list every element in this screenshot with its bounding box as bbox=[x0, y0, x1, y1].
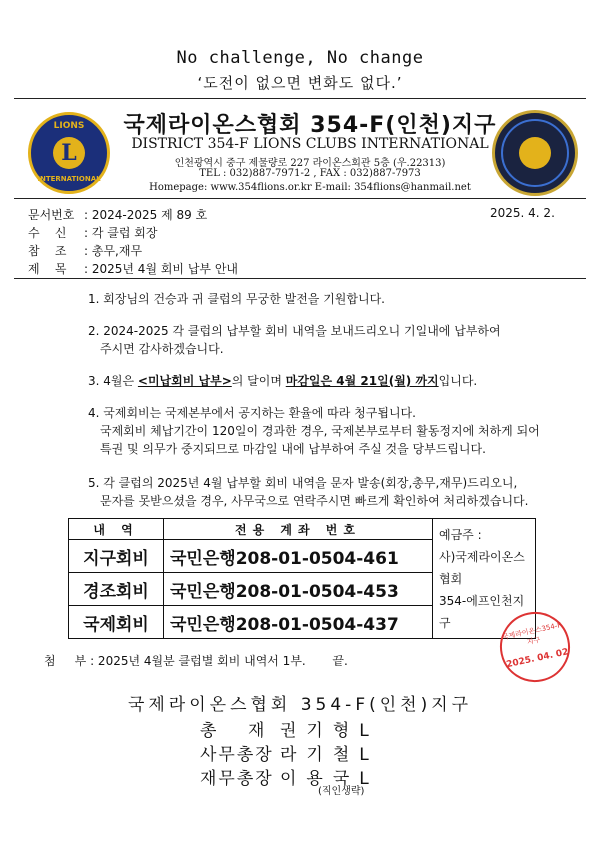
signature-role: 총 재 bbox=[200, 721, 267, 741]
subject-row bbox=[28, 260, 238, 277]
doc-number-value: : 2024-2025 제 89 호 bbox=[84, 208, 208, 222]
reference-value: : 총무,재무 bbox=[84, 244, 143, 258]
paragraph-5-line-2: 문자를 못받으셨을 경우, 사무국으로 연락주시면 빠르게 확인하여 처리하겠습니다. bbox=[100, 494, 529, 508]
signature-name: 권기형L bbox=[280, 721, 379, 741]
meta-divider bbox=[14, 278, 586, 279]
recipient-value: : 각 클럽 회장 bbox=[84, 226, 158, 240]
paragraph-4-line-1: 4. 국제회비는 국제본부에서 공지하는 환율에 따라 청구됩니다. bbox=[88, 406, 416, 420]
holder-name-line1: 사)국제라이온스협회 bbox=[439, 549, 525, 586]
paragraph-2-line-2: 주시면 감사하겠습니다. bbox=[100, 342, 224, 356]
logo-letter: L bbox=[53, 137, 85, 169]
subject-label: 제 목 bbox=[28, 262, 67, 276]
signature-row bbox=[200, 740, 460, 765]
signature-row bbox=[200, 716, 460, 741]
account-number: 국민은행208-01-0504-437 bbox=[164, 606, 433, 639]
p3-pre: 3. 4월은 bbox=[88, 374, 138, 388]
org-address: 인천광역시 중구 제물량로 227 라이온스회관 5층 (우.22313) bbox=[174, 158, 446, 169]
signature-name: 이용국L bbox=[280, 769, 379, 789]
account-table bbox=[68, 518, 536, 639]
reference-row bbox=[28, 242, 142, 259]
motto-korean: ‘도전이 없으면 변화도 없다.’ bbox=[197, 74, 403, 92]
recipient-label: 수 신 bbox=[28, 226, 67, 240]
motto-english: No challenge, No change bbox=[176, 48, 424, 68]
doc-number-row bbox=[28, 206, 207, 223]
doc-date: 2025. 4. 2. bbox=[490, 206, 555, 220]
org-phone-fax: TEL : 032)887-7971-2 , FAX : 032)887-7973 bbox=[199, 168, 421, 179]
account-item: 지구회비 bbox=[69, 540, 164, 573]
reference-label: 참 조 bbox=[28, 244, 67, 258]
paragraph-5-line-1: 5. 각 클럽의 2025년 4월 납부할 회비 내역을 문자 발송(회장,총무,재무)드리오니, bbox=[88, 476, 518, 490]
paragraph-1: 1. 회장님의 건승과 귀 클럽의 무궁한 발전을 기원합니다. bbox=[88, 292, 385, 306]
signature-role: 사무총장 bbox=[200, 745, 274, 765]
header-divider-bottom bbox=[14, 198, 586, 199]
header-divider-top bbox=[14, 98, 586, 99]
p3-deadline: 마감일은 4월 21일(월) 까지 bbox=[285, 374, 439, 388]
paragraph-3 bbox=[88, 372, 568, 390]
p3-unpaid-highlight: <미납회비 납부> bbox=[137, 374, 232, 388]
holder-name-line2: 354-에프인천지구 bbox=[439, 593, 525, 630]
logo-text-bottom: INTERNATIONAL bbox=[37, 175, 101, 183]
paragraph-4-line-2: 국제회비 체납기간이 120일이 경과한 경우, 국제본부로부터 활동정지에 처하게 되어 bbox=[100, 424, 540, 438]
lions-district-logo-right bbox=[492, 110, 578, 196]
signature-role: 재무총장 bbox=[200, 769, 274, 789]
seal-omitted-note: (직인생략) bbox=[318, 786, 365, 797]
org-english-name: DISTRICT 354-F LIONS CLUBS INTERNATIONAL bbox=[131, 136, 489, 152]
paragraph-4-line-3: 특권 및 의무가 중지되므로 마감일 내에 납부하여 주실 것을 당부드립니다. bbox=[100, 442, 486, 456]
paragraph-2-line-1: 2. 2024-2025 각 클럽의 납부할 회비 내역을 보내드리오니 기일내에 납부하여 bbox=[88, 324, 501, 338]
recipient-row bbox=[28, 224, 157, 241]
signature-org: 국제라이온스협회 354-F(인천)지구 bbox=[127, 695, 473, 715]
account-number: 국민은행208-01-0504-461 bbox=[164, 540, 433, 573]
lions-logo-left bbox=[28, 112, 110, 194]
org-title: 국제라이온스협회 354-F(인천)지구 bbox=[123, 113, 497, 138]
stamp-date: 2025. 04. 02 bbox=[505, 647, 570, 671]
account-number: 국민은행208-01-0504-453 bbox=[164, 573, 433, 606]
stamp-org: 국제라이온스354-F지구 bbox=[501, 621, 563, 647]
attachment-line: 첨 부 : 2025년 4월분 클럽별 회비 내역서 1부. 끝. bbox=[44, 654, 348, 668]
account-table-header-item: 내 역 bbox=[69, 519, 164, 540]
logo-emblem bbox=[519, 137, 551, 169]
p3-post: 입니다. bbox=[438, 374, 478, 388]
doc-number-label: 문서번호 bbox=[28, 208, 75, 222]
subject-value: : 2025년 4월 회비 납부 안내 bbox=[84, 262, 239, 276]
holder-label: 예금주 : bbox=[439, 527, 482, 542]
account-item: 경조회비 bbox=[69, 573, 164, 606]
account-item: 국제회비 bbox=[69, 606, 164, 639]
signature-name: 라기철L bbox=[280, 745, 379, 765]
p3-mid: 의 달이며 bbox=[231, 374, 286, 388]
org-homepage-email: Homepage: www.354flions.or.kr E-mail: 354flions@hanmail.net bbox=[149, 182, 471, 193]
account-table-header-account: 전용 계좌 번호 bbox=[164, 519, 433, 540]
logo-text-top: LIONS bbox=[53, 121, 85, 131]
